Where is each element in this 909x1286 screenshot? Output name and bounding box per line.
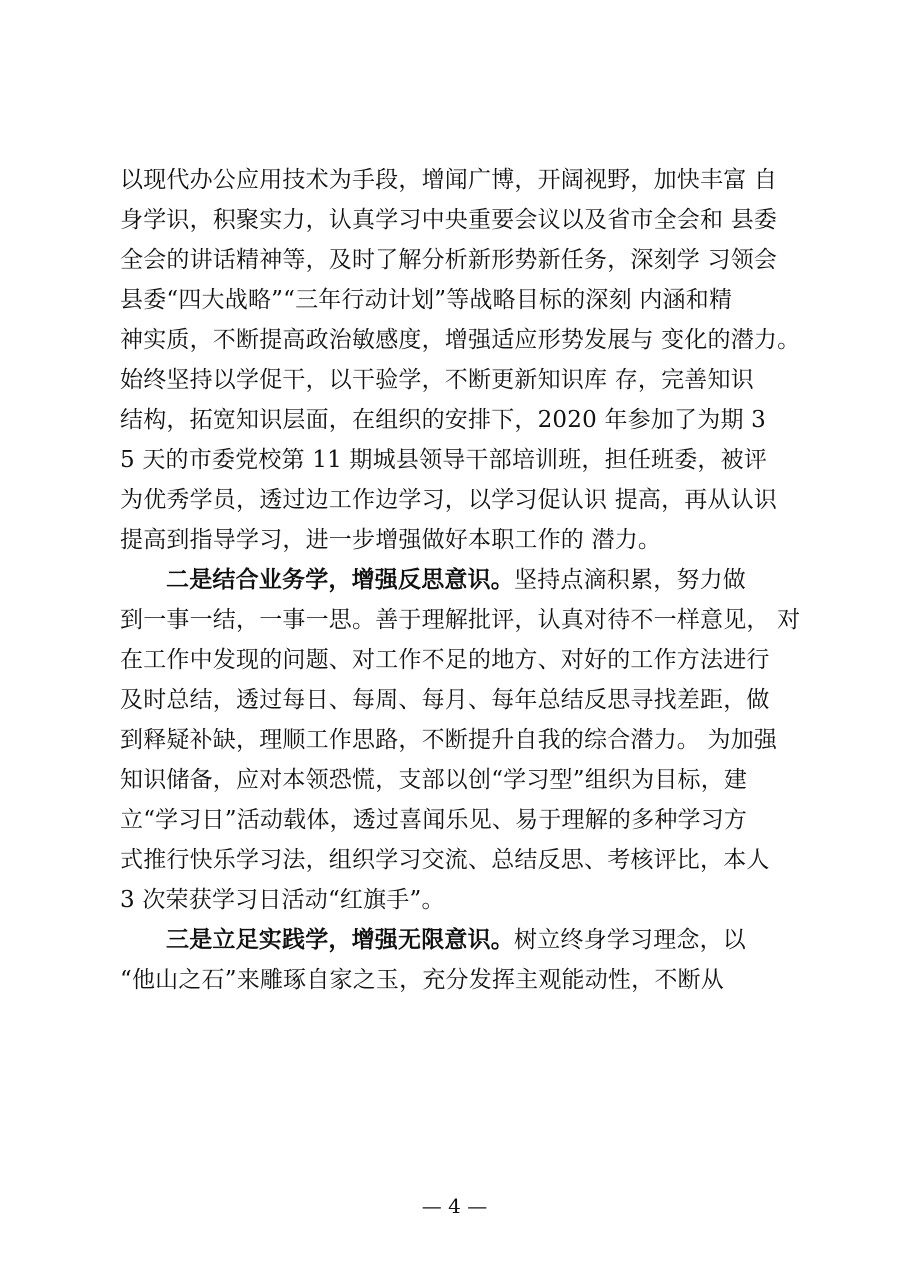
p2-line-8: 式推行快乐学习法，组织学习交流、总结反思、考核评比，本人	[120, 847, 770, 873]
p1-line-8: 5 天的市委党校第 11 期城县领导干部培训班，担任班委，被评	[120, 447, 768, 473]
p2-line-4: 及时总结，透过每日、每周、每月、每年总结反思寻找差距，做	[120, 687, 770, 713]
p3-first-line	[166, 920, 746, 960]
p2-line-6: 知识储备，应对本领恐慌，支部以创“学习型”组织为目标，建	[120, 767, 748, 793]
p3-line-2: “他山之石”来雕琢自家之玉，充分发挥主观能动性，不断从	[120, 967, 724, 993]
p1-line-1: 以现代办公应用技术为手段，增闻广博，开阔视野，加快丰富 自	[120, 167, 778, 193]
p3-first-rest: 树立终身学习理念，以	[514, 927, 746, 953]
p1-line-7: 结构，拓宽知识层面，在组织的安排下，2020 年参加了为期 3	[120, 407, 766, 433]
p2-heading: 二是结合业务学，增强反思意识。	[166, 567, 514, 593]
p2-line-9: 3 次荣获学习日活动“红旗手”。	[120, 887, 445, 913]
p2-line-7: 立“学习日”活动载体，透过喜闻乐见、易于理解的多种学习方	[120, 807, 748, 833]
p2-first-rest: 坚持点滴积累，努力做	[514, 567, 746, 593]
p1-line-4: 县委“四大战略”“三年行动计划”等战略目标的深刻 内涵和精	[120, 287, 733, 313]
p2-line-3: 在工作中发现的问题、对工作不足的地方、对好的工作方法进行	[120, 647, 770, 673]
p1-line-5: 神实质，不断提高政治敏感度，增强适应形势发展与 变化的潜力。	[120, 327, 801, 353]
p1-line-2: 身学识，积聚实力，认真学习中央重要会议以及省市全会和 县委	[120, 207, 778, 233]
p1-line-3: 全会的讲话精神等，及时了解分析新形势新任务，深刻学 习领会	[120, 247, 778, 273]
p1-line-6: 始终坚持以学促干，以干验学，不断更新知识库 存，完善知识	[120, 367, 754, 393]
p1-line-9: 为优秀学员，透过边工作边学习，以学习促认识 提高，再从认识	[120, 487, 778, 513]
p1-line-10: 提高到指导学习，进一步增强做好本职工作的 潜力。	[120, 527, 662, 553]
p2-line-2: 到一事一结，一事一思。善于理解批评，认真对待不一样意见， 对	[120, 607, 801, 633]
p2-line-5: 到释疑补缺，理顺工作思路，不断提升自我的综合潜力。 为加强	[120, 727, 778, 753]
p2-first-line	[166, 560, 746, 600]
p3-heading: 三是立足实践学，增强无限意识。	[166, 927, 514, 953]
page-number: — 4 —	[421, 1194, 488, 1218]
